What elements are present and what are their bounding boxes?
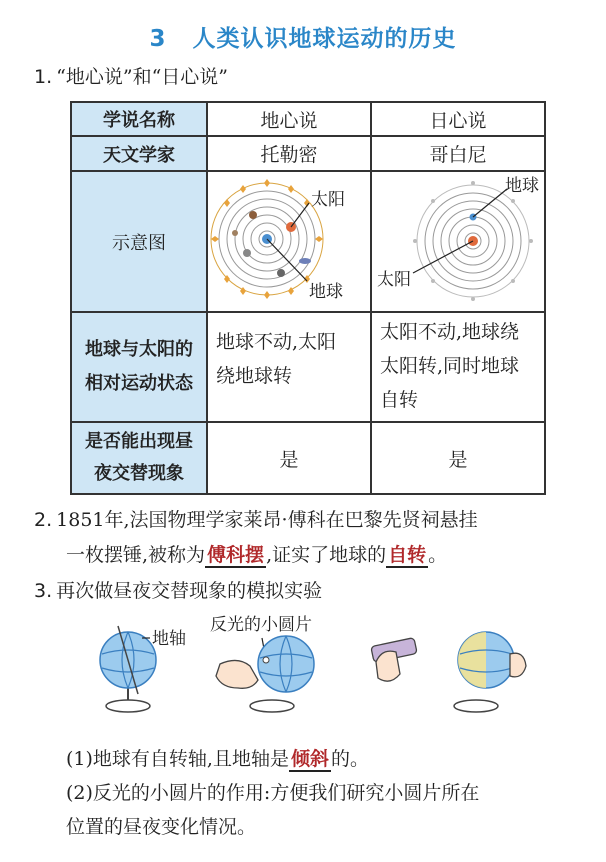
geocentric-earth-label: 地球	[309, 282, 343, 302]
title-number: 3	[149, 26, 167, 52]
row-label-motion-line1: 地球与太阳的	[85, 339, 193, 360]
section-2-line2-post: 。	[428, 544, 448, 566]
geocentric-daynight: 是	[207, 422, 371, 494]
heliocentric-motion-line1: 太阳不动,地球绕	[380, 321, 520, 343]
section-3-heading	[34, 574, 322, 608]
answer-rotation: 自转	[388, 544, 427, 566]
geocentric-sun-label: 太阳	[311, 190, 345, 210]
section-3-item1	[66, 742, 369, 776]
heliocentric-sun-label: 太阳	[377, 270, 411, 290]
section-3-item2-line2: 位置的昼夜变化情况。	[66, 816, 257, 838]
heliocentric-motion-line2: 太阳转,同时地球	[380, 355, 520, 377]
globe-lit	[454, 632, 526, 712]
section-2-line1	[34, 503, 478, 537]
geocentric-name: 地心说	[207, 102, 371, 136]
table-row	[71, 422, 545, 494]
geocentric-motion-line2: 绕地球转	[216, 365, 293, 387]
heliocentric-earth-label: 地球	[505, 176, 539, 196]
axis-label: 地轴	[152, 629, 186, 649]
geocentric-diagram	[209, 173, 369, 305]
section-2-number: 2.	[34, 509, 53, 531]
row-label-astronomer: 天文学家	[71, 136, 207, 171]
section-3-number: 3.	[34, 580, 53, 602]
answer-foucault-pendulum: 傅科摆	[207, 544, 265, 566]
table-row	[71, 171, 545, 312]
row-label-diagram: 示意图	[71, 171, 207, 312]
row-label-daynight-line1: 是否能出现昼	[85, 431, 193, 452]
section-2-text: 1851年,法国物理学家莱昂·傅科在巴黎先贤祠悬挂	[56, 509, 478, 531]
section-1-heading	[34, 60, 228, 94]
section-1-number: 1.	[34, 66, 53, 88]
heliocentric-diagram	[373, 173, 543, 305]
globe-with-axis	[100, 626, 186, 712]
section-3-text: 再次做昼夜交替现象的模拟实验	[56, 580, 323, 602]
experiment-illustration	[90, 614, 550, 724]
section-3-item1-pre: (1)地球有自转轴,且地轴是	[66, 748, 289, 770]
table-row	[71, 102, 545, 136]
section-2-line2-pre: 一枚摆锤,被称为	[66, 544, 206, 566]
section-2-line2-mid: ,证实了地球的	[266, 544, 387, 566]
page-title	[0, 20, 606, 53]
heliocentric-astronomer: 哥白尼	[371, 136, 545, 171]
flashlight	[371, 638, 417, 682]
row-label-name: 学说名称	[71, 102, 207, 136]
heliocentric-motion-line3: 自转	[380, 389, 419, 411]
geocentric-motion	[207, 312, 371, 422]
heliocentric-name: 日心说	[371, 102, 545, 136]
answer-tilted: 倾斜	[290, 748, 329, 770]
section-1-text: “地心说”和“日心说”	[56, 66, 228, 88]
geocentric-astronomer: 托勒密	[207, 136, 371, 171]
geocentric-motion-line1: 地球不动,太阳	[216, 331, 337, 353]
heliocentric-motion	[371, 312, 545, 422]
section-3-item2-line1: (2)反光的小圆片的作用:方便我们研究小圆片所在	[66, 782, 480, 804]
hand-and-globe	[210, 615, 314, 712]
row-label-daynight-line2: 夜交替现象	[94, 463, 184, 484]
table-row	[71, 136, 545, 171]
heliocentric-daynight: 是	[371, 422, 545, 494]
row-label-daynight	[71, 422, 207, 494]
disc-label: 反光的小圆片	[210, 615, 312, 635]
title-text: 人类认识地球运动的历史	[192, 26, 457, 52]
geocentric-diagram-cell	[207, 171, 371, 312]
section-2-line2	[66, 538, 447, 572]
table-row	[71, 312, 545, 422]
comparison-table	[70, 101, 546, 495]
heliocentric-diagram-cell	[371, 171, 545, 312]
row-label-motion	[71, 312, 207, 422]
row-label-motion-line2: 相对运动状态	[85, 373, 193, 394]
section-3-item1-post: 的。	[330, 748, 369, 770]
